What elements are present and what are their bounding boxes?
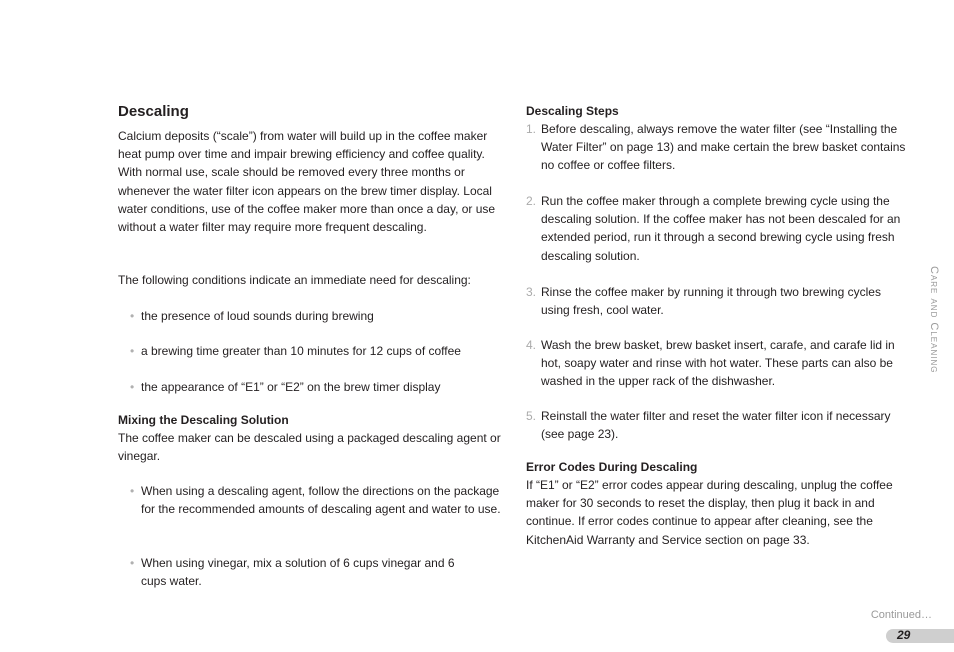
step-item [526, 407, 907, 443]
step-number: 2. [526, 194, 537, 208]
steps-heading: Descaling Steps [526, 104, 619, 118]
bullet-icon: • [130, 380, 135, 394]
step-number: 4. [526, 338, 537, 352]
errors-paragraph: If “E1” or “E2” error codes appear during descaling, unplug the coffee maker for 30 seconds to reset the display, then plug it back in and continue. If error codes continue to appear after cleaning, see the KitchenAid Warranty and Service section on page 33. [526, 478, 893, 547]
step-number: 3. [526, 285, 537, 299]
list-item [130, 378, 501, 396]
list-item-text: When using a descaling agent, follow the directions on the package for the recommended amounts of descaling agent and water to use. [141, 484, 501, 517]
step-item [526, 283, 907, 319]
list-item-text: When using vinegar, mix a solution of 6 cups vinegar and 6 cups water. [141, 556, 455, 589]
step-text: Before descaling, always remove the water filter (see “Installing the Water Filter” on page 13) and make certain the brew basket contains no coffee or coffee filters. [541, 122, 906, 173]
list-item [130, 554, 471, 590]
errors-heading: Error Codes During Descaling [526, 460, 698, 474]
step-text: Run the coffee maker through a complete brewing cycle using the descaling solution. If the coffee maker has not been descaled for an extended period, run it through a second brewing cycle using fresh descaling solution. [541, 194, 901, 263]
list-item [130, 342, 501, 360]
step-number: 1. [526, 122, 537, 136]
step-text: Wash the brew basket, brew basket insert, carafe, and carafe lid in hot, soapy water and rinse with hot water. These parts can also be washed in the upper rack of the dishwasher. [541, 338, 895, 389]
chapter-side-tab: Care and Cleaning [928, 266, 940, 374]
bullet-icon: • [130, 309, 135, 323]
conditions-intro: The following conditions indicate an immediate need for descaling: [118, 273, 471, 287]
step-text: Reinstall the water filter and reset the water filter icon if necessary (see page 23). [541, 409, 891, 442]
list-item [130, 482, 501, 518]
step-text: Rinse the coffee maker by running it through two brewing cycles using fresh, cool water. [541, 285, 881, 318]
mixing-paragraph: The coffee maker can be descaled using a packaged descaling agent or vinegar. [118, 431, 501, 464]
intro-paragraph: Calcium deposits (“scale”) from water will build up in the coffee maker heat pump over time and impair brewing efficiency and coffee quality. With normal use, scale should be removed every three months or whenever the water filter icon appears on the brew timer display. Local water conditions, use of the coffee maker more than once a day, or use without a water filter may require more frequent descaling. [118, 129, 496, 235]
section-title: Descaling [118, 103, 189, 120]
list-item-text: the appearance of “E1” or “E2” on the brew timer display [141, 380, 441, 394]
list-item-text: a brewing time greater than 10 minutes for 12 cups of coffee [141, 344, 461, 358]
bullet-icon: • [130, 556, 135, 570]
list-item-text: the presence of loud sounds during brewing [141, 309, 374, 323]
step-item [526, 120, 907, 175]
step-item [526, 336, 907, 391]
bullet-icon: • [130, 484, 135, 498]
mixing-heading: Mixing the Descaling Solution [118, 413, 289, 427]
step-number: 5. [526, 409, 537, 423]
continued-label: Continued… [870, 609, 932, 621]
step-item [526, 192, 907, 265]
page-number: 29 [897, 628, 911, 642]
bullet-icon: • [130, 344, 135, 358]
list-item [130, 307, 501, 325]
